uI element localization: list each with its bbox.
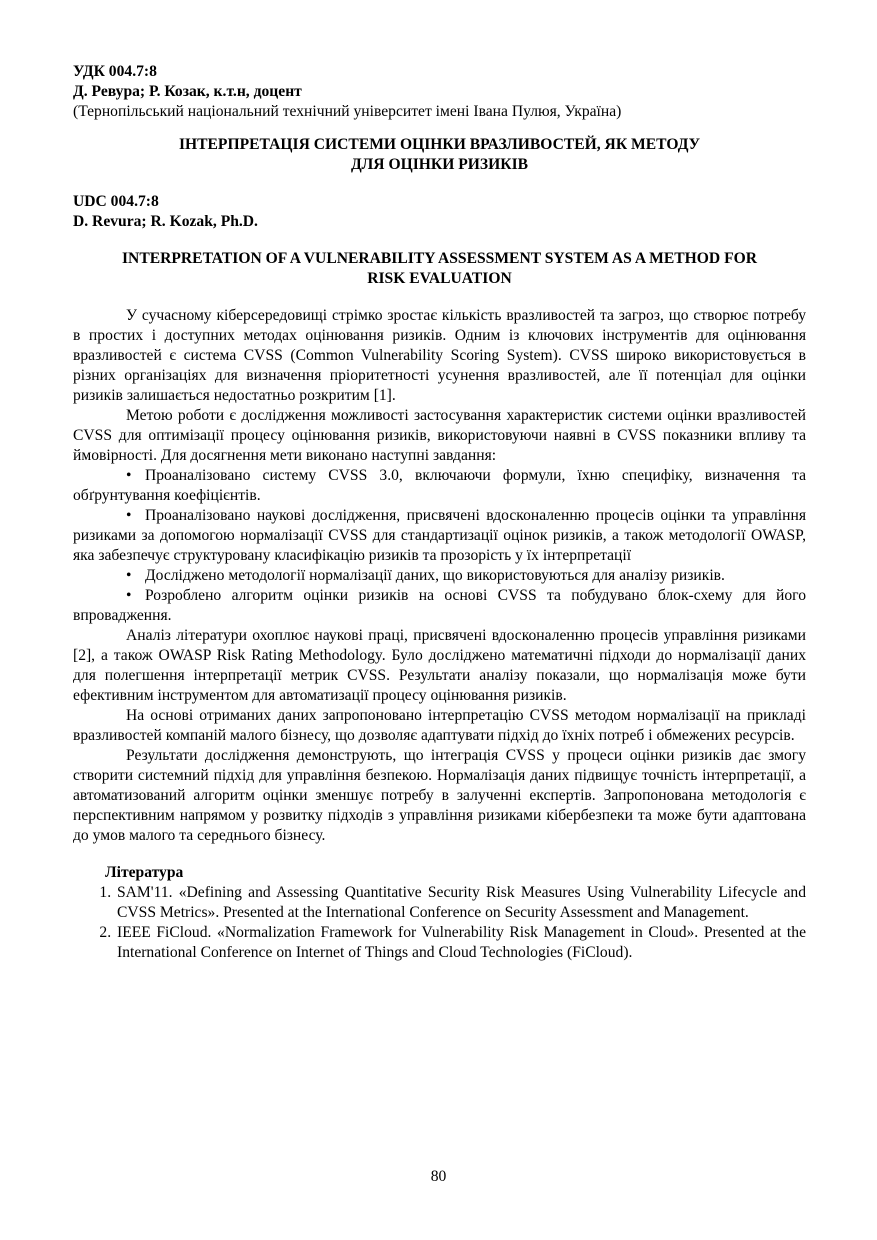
references-list bbox=[73, 883, 806, 963]
udc-en: UDC 004.7:8 bbox=[73, 193, 159, 210]
bullet-text: Проаналізовано систему CVSS 3.0, включаючи формули, їхню специфіку, визначення та обґрунтування коефіцієнтів. bbox=[73, 467, 806, 504]
bullet-item bbox=[73, 466, 806, 506]
references-title: Література bbox=[105, 864, 184, 881]
body-paragraph-3: Аналіз літератури охоплює наукові праці, присвячені вдосконаленню процесів управління ризиками [2], а також OWASP Risk Rating Methodology. Було досліджено математичні підходи до нормалізації даних для полегшення інтерпретації метрик CVSS. Результати аналізу показали, що нормалізація може бути ефективним інструментом для автоматизації процесу оцінювання ризиків. bbox=[73, 627, 806, 704]
bullet-text: Проаналізовано наукові дослідження, присвячені вдосконаленню процесів оцінки та управління ризиками за допомогою нормалізації CVSS для стандартизації оцінок ризиків, а також методології OWASP, яка забезпечує структуровану класифікацію ризиків та прозорість у їх інтерпретації bbox=[73, 507, 806, 564]
title-ua-line2: ДЛЯ ОЦІНКИ РИЗИКІВ bbox=[350, 156, 529, 173]
body-paragraph-5: Результати дослідження демонструють, що інтеграція CVSS у процеси оцінки ризиків дає змогу створити системний підхід для управління безпекою. Нормалізація даних підвищує точність інтерпретації, а автоматизований алгоритм оцінки зменшує потребу в залученні експертів. Запропонована методологія є перспективним напрямом у розвитку підходів з управління ризиками кібербезпеки та може бути адаптована до умов малого та середнього бізнесу. bbox=[73, 747, 806, 844]
bullet-dot: • bbox=[126, 507, 132, 524]
bullet-text: Розроблено алгоритм оцінки ризиків на основі CVSS та побудувано блок-схему для його впровадження. bbox=[73, 587, 806, 624]
bullet-item bbox=[73, 506, 806, 566]
paper-page bbox=[73, 62, 806, 963]
reference-item: 2. IEEE FiCloud. «Normalization Framework for Vulnerability Risk Management in Cloud». Presented at the International Conference on Internet of Things and Cloud Technologies (FiCloud). bbox=[115, 923, 806, 963]
title-en-line1: INTERPRETATION OF A VULNERABILITY ASSESSMENT SYSTEM AS A METHOD FOR bbox=[121, 250, 758, 267]
body-paragraph-4: На основі отриманих даних запропоновано інтерпретацію CVSS методом нормалізації на прикладі вразливостей компаній малого бізнесу, що дозволяє адаптувати підхід до їхніх потреб і обмежених ресурсів. bbox=[73, 707, 806, 744]
title-en-line2: RISK EVALUATION bbox=[367, 270, 512, 287]
bullet-item bbox=[73, 566, 806, 586]
authors-ua: Д. Ревура; Р. Козак, к.т.н, доцент bbox=[73, 83, 302, 100]
authors-en: D. Revura; R. Kozak, Ph.D. bbox=[73, 213, 258, 230]
udc-ua: УДК 004.7:8 bbox=[73, 63, 157, 80]
bullet-text: Досліджено методології нормалізації даних, що використовуються для аналізу ризиків. bbox=[145, 567, 725, 584]
bullet-dot: • bbox=[126, 567, 132, 584]
title-ua-line1: ІНТЕРПРЕТАЦІЯ СИСТЕМИ ОЦІНКИ ВРАЗЛИВОСТЕЙ, ЯК МЕТОДУ bbox=[178, 136, 701, 153]
body-paragraph-2: Метою роботи є дослідження можливості застосування характеристик системи оцінки вразливостей CVSS для оптимізації процесу оцінювання ризиків, використовуючи наявні в CVSS показники впливу та ймовірності. Для досягнення мети виконано наступні завдання: bbox=[73, 407, 806, 464]
bullet-dot: • bbox=[126, 467, 132, 484]
title-en bbox=[73, 249, 806, 289]
affiliation-ua: (Тернопільський національний технічний університет імені Івана Пулюя, Україна) bbox=[73, 103, 622, 120]
title-ua bbox=[73, 135, 806, 175]
bullet-dot: • bbox=[126, 587, 132, 604]
page-number: 80 bbox=[430, 1168, 447, 1185]
bullet-item bbox=[73, 586, 806, 626]
body-paragraph-1: У сучасному кіберсередовищі стрімко зростає кількість вразливостей та загроз, що створює потребу в простих і доступних методах оцінювання ризиків. Одним із ключових інструментів для оцінювання вразливостей є система CVSS (Common Vulnerability Scoring System). CVSS широко використовується в різних організаціях для визначення пріоритетності усунення вразливостей, але її потенціал для оцінки ризиків залишається недостатньо розкритим [1]. bbox=[73, 307, 806, 404]
reference-item: 1. SAM'11. «Defining and Assessing Quantitative Security Risk Measures Using Vulnerability Lifecycle and CVSS Metrics». Presented at the International Conference on Security Assessment and Management. bbox=[115, 883, 806, 923]
